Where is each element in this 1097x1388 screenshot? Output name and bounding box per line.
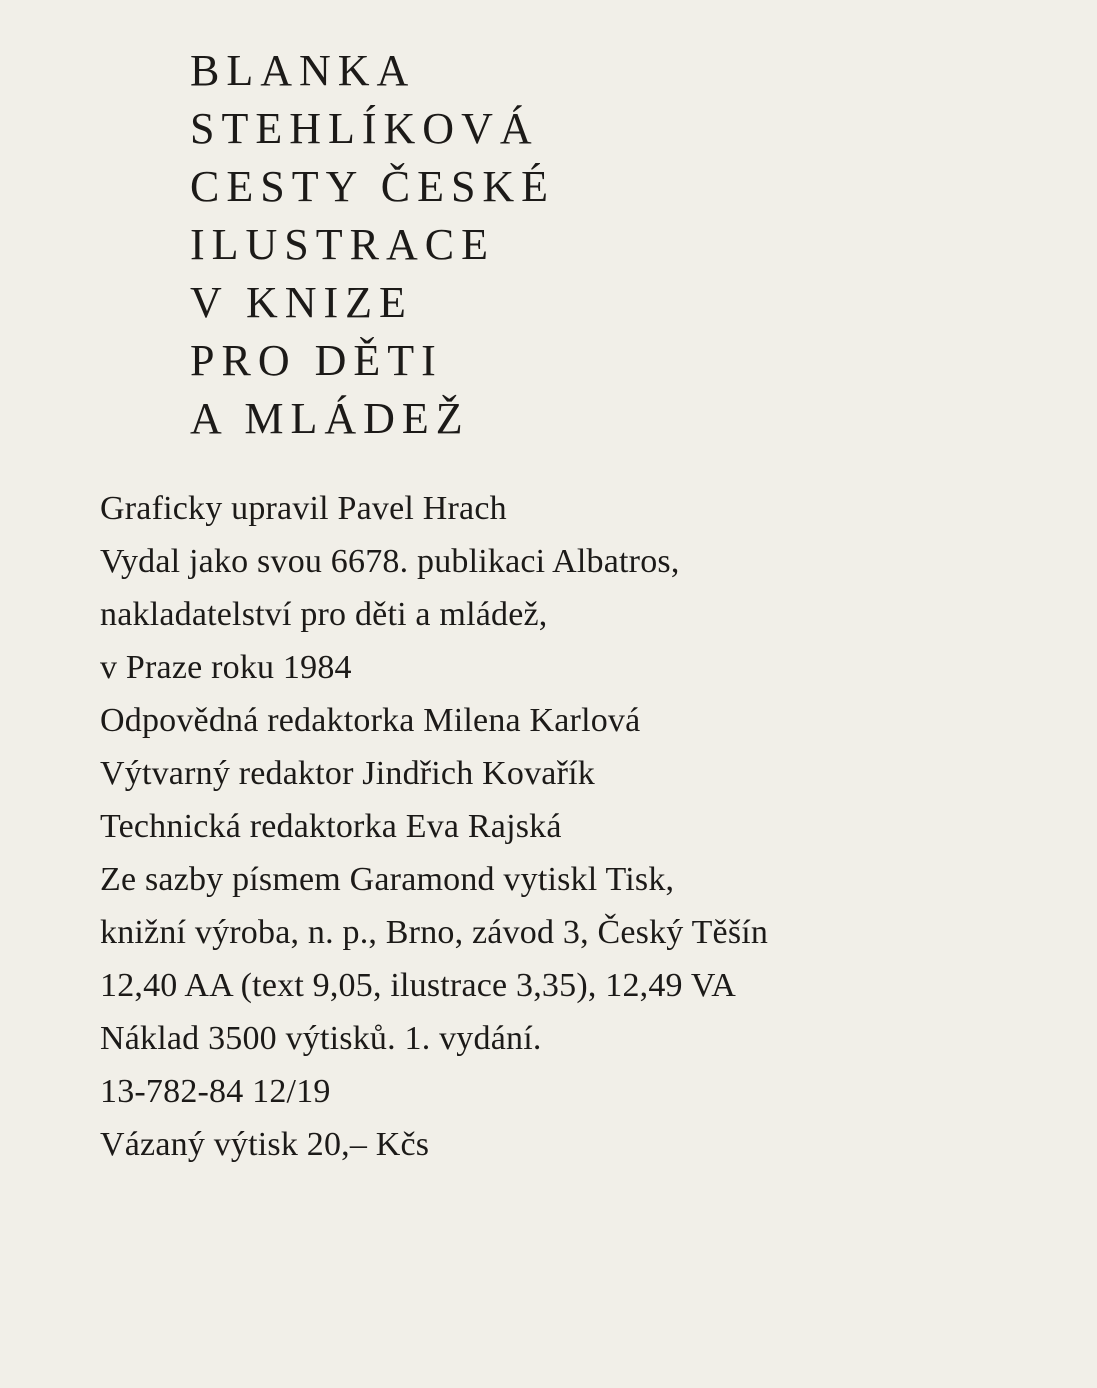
- imprint-line: Vydal jako svou 6678. publikaci Albatros,: [100, 543, 680, 580]
- imprint-block: [100, 482, 768, 1171]
- title-line-1: CESTY ČESKÉ: [190, 162, 556, 211]
- imprint-line: Odpovědná redaktorka Milena Karlová: [100, 702, 641, 739]
- imprint-line: Vázaný výtisk 20,– Kčs: [100, 1126, 430, 1163]
- title-line-5: A MLÁDEŽ: [190, 394, 470, 443]
- imprint-line: Ze sazby písmem Garamond vytiskl Tisk,: [100, 861, 675, 898]
- imprint-line: nakladatelství pro děti a mládež,: [100, 596, 548, 633]
- imprint-line: Výtvarný redaktor Jindřich Kovařík: [100, 755, 595, 792]
- title-line-4: PRO DĚTI: [190, 336, 443, 385]
- author-line-2: STEHLÍKOVÁ: [190, 104, 539, 153]
- imprint-line: 12,40 AA (text 9,05, ilustrace 3,35), 12,49 VA: [100, 967, 736, 1004]
- imprint-line: Technická redaktorka Eva Rajská: [100, 808, 562, 845]
- title-line-3: V KNIZE: [190, 278, 413, 327]
- author-line-1: BLANKA: [190, 46, 416, 95]
- imprint-line: knižní výroba, n. p., Brno, závod 3, Český Těšín: [100, 914, 769, 951]
- imprint-line: Graficky upravil Pavel Hrach: [100, 490, 507, 527]
- title-line-2: ILUSTRACE: [190, 220, 495, 269]
- title-block: [190, 42, 555, 448]
- imprint-line: 13-782-84 12/19: [100, 1073, 331, 1110]
- imprint-line: v Praze roku 1984: [100, 649, 352, 686]
- imprint-line: Náklad 3500 výtisků. 1. vydání.: [100, 1020, 542, 1057]
